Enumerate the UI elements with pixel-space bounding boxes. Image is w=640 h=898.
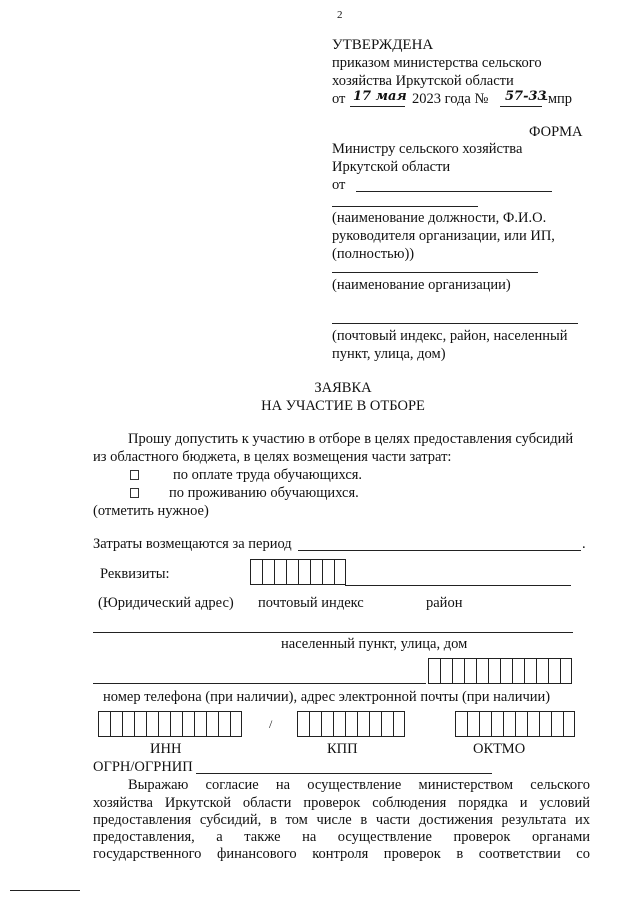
option-housing-checkbox[interactable] — [130, 488, 139, 498]
option-labor-label: по оплате труда обучающихся. — [173, 467, 363, 483]
kpp-cell[interactable] — [321, 711, 333, 737]
postal-index-cell[interactable] — [322, 559, 334, 585]
addressee-from-label: от — [332, 177, 346, 193]
kpp-cell[interactable] — [309, 711, 321, 737]
option-labor-checkbox[interactable] — [130, 470, 139, 480]
approval-date-handwritten: 17 мая — [353, 89, 407, 104]
caption-address-1: (почтовый индекс, район, населенный — [332, 328, 568, 344]
caption-position-2: руководителя организации, или ИП, — [332, 228, 555, 244]
oktmo-cell[interactable] — [503, 711, 515, 737]
inn-cell[interactable] — [170, 711, 182, 737]
caption-address-2: пункт, улица, дом) — [332, 346, 446, 362]
district-label: район — [426, 595, 463, 611]
ogrn-label: ОГРН/ОГРНИП — [93, 759, 193, 775]
select-note: (отметить нужное) — [93, 503, 209, 519]
consent-line-1: Выражаю согласие на осуществление министерством сельского — [128, 777, 590, 793]
approval-heading: УТВЕРЖДЕНА — [332, 37, 434, 53]
approval-number-handwritten: 57-33 — [505, 89, 547, 104]
phone-cell[interactable] — [488, 658, 500, 684]
caption-position-1: (наименование должности, Ф.И.О. — [332, 210, 547, 226]
period-field[interactable] — [298, 550, 581, 551]
inn-cell[interactable] — [230, 711, 242, 737]
form-label: ФОРМА — [529, 124, 583, 140]
addressee-line-1: Министру сельского хозяйства — [332, 141, 523, 157]
option-housing-label: по проживанию обучающихся. — [169, 485, 359, 501]
kpp-cell[interactable] — [393, 711, 405, 737]
document-subtitle: НА УЧАСТИЕ В ОТБОРЕ — [261, 398, 425, 414]
consent-line-5: государственного финансового контроля проверок в соответствии со — [93, 846, 590, 862]
inn-kpp-separator: / — [269, 717, 273, 731]
caption-position-3: (полностью)) — [332, 246, 415, 262]
phone-cell[interactable] — [452, 658, 464, 684]
inn-cell[interactable] — [206, 711, 218, 737]
oktmo-cell[interactable] — [539, 711, 551, 737]
approval-date-underline — [350, 106, 405, 107]
phone-cell[interactable] — [500, 658, 512, 684]
approval-line-1: приказом министерства сельского — [332, 55, 542, 71]
phone-cell[interactable] — [428, 658, 440, 684]
postal-index-cell[interactable] — [310, 559, 322, 585]
kpp-label: КПП — [327, 741, 358, 757]
oktmo-cell[interactable] — [527, 711, 539, 737]
approval-number-underline — [500, 106, 542, 107]
phone-cell[interactable] — [440, 658, 452, 684]
request-paragraph-line-2: из областного бюджета, в целях возмещения части затрат: — [93, 449, 452, 465]
oktmo-cell[interactable] — [551, 711, 563, 737]
request-paragraph-line-1: Прошу допустить к участию в отборе в целях предоставления субсидий — [128, 431, 574, 447]
approval-from-prefix: от — [332, 91, 346, 107]
consent-line-3: предоставления субсидий, в том числе в части достижения результата их — [93, 812, 590, 828]
inn-cell[interactable] — [98, 711, 110, 737]
inn-cell[interactable] — [122, 711, 134, 737]
postal-index-cell[interactable] — [298, 559, 310, 585]
kpp-cell[interactable] — [297, 711, 309, 737]
kpp-boxes[interactable] — [297, 711, 405, 737]
postal-index-cell[interactable] — [286, 559, 298, 585]
kpp-cell[interactable] — [369, 711, 381, 737]
approval-line-2: хозяйства Иркутской области — [332, 73, 514, 89]
inn-cell[interactable] — [158, 711, 170, 737]
approval-number-suffix: -мпр — [543, 91, 573, 107]
locality-label: населенный пункт, улица, дом — [281, 636, 468, 652]
addressee-line-2: Иркутской области — [332, 159, 451, 175]
kpp-cell[interactable] — [345, 711, 357, 737]
caption-organization: (наименование организации) — [332, 277, 511, 293]
addressee-from-field[interactable] — [356, 191, 552, 192]
footer-rule — [10, 890, 80, 891]
approval-year-text: 2023 года № — [412, 91, 489, 107]
postal-index-cell[interactable] — [250, 559, 262, 585]
address-field[interactable] — [332, 323, 578, 324]
consent-line-2: хозяйства Иркутской области проверок соблюдения порядка и условий — [93, 795, 590, 811]
contacts-field[interactable] — [93, 683, 426, 684]
postal-index-label: почтовый индекс — [258, 595, 364, 611]
oktmo-cell[interactable] — [467, 711, 479, 737]
district-field[interactable] — [345, 585, 571, 586]
contacts-label: номер телефона (при наличии), адрес электронной почты (при наличии) — [103, 689, 551, 705]
phone-cell[interactable] — [560, 658, 572, 684]
oktmo-cell[interactable] — [515, 711, 527, 737]
postal-index-cell[interactable] — [274, 559, 286, 585]
kpp-cell[interactable] — [333, 711, 345, 737]
phone-cell[interactable] — [548, 658, 560, 684]
requisites-label: Реквизиты: — [100, 566, 170, 582]
postal-index-cell[interactable] — [334, 559, 346, 585]
kpp-cell[interactable] — [381, 711, 393, 737]
legal-address-label: (Юридический адрес) — [98, 595, 234, 611]
ogrn-field[interactable] — [196, 773, 492, 774]
oktmo-label: ОКТМО — [473, 741, 526, 757]
oktmo-cell[interactable] — [491, 711, 503, 737]
page-number: 2 — [337, 9, 343, 21]
oktmo-cell[interactable] — [563, 711, 575, 737]
document-title: ЗАЯВКА — [314, 380, 372, 396]
kpp-cell[interactable] — [357, 711, 369, 737]
oktmo-cell[interactable] — [455, 711, 467, 737]
phone-cell[interactable] — [476, 658, 488, 684]
phone-cell[interactable] — [464, 658, 476, 684]
inn-cell[interactable] — [110, 711, 122, 737]
period-end-mark: . — [582, 536, 586, 552]
inn-boxes[interactable] — [98, 711, 242, 737]
inn-cell[interactable] — [146, 711, 158, 737]
postal-index-boxes[interactable] — [250, 559, 346, 585]
inn-cell[interactable] — [182, 711, 194, 737]
postal-index-cell[interactable] — [262, 559, 274, 585]
inn-label: ИНН — [150, 741, 182, 757]
period-label: Затраты возмещаются за период — [93, 536, 292, 552]
inn-cell[interactable] — [194, 711, 206, 737]
phone-cell[interactable] — [536, 658, 548, 684]
locality-field[interactable] — [93, 632, 573, 633]
inn-cell[interactable] — [134, 711, 146, 737]
oktmo-boxes[interactable] — [455, 711, 575, 737]
oktmo-cell[interactable] — [479, 711, 491, 737]
organization-field[interactable] — [332, 272, 538, 273]
phone-boxes[interactable] — [428, 658, 572, 684]
addressee-extra-line[interactable] — [332, 206, 478, 207]
phone-cell[interactable] — [512, 658, 524, 684]
inn-cell[interactable] — [218, 711, 230, 737]
phone-cell[interactable] — [524, 658, 536, 684]
consent-line-4: предоставления, а также на осуществление проверок органами — [93, 829, 590, 845]
